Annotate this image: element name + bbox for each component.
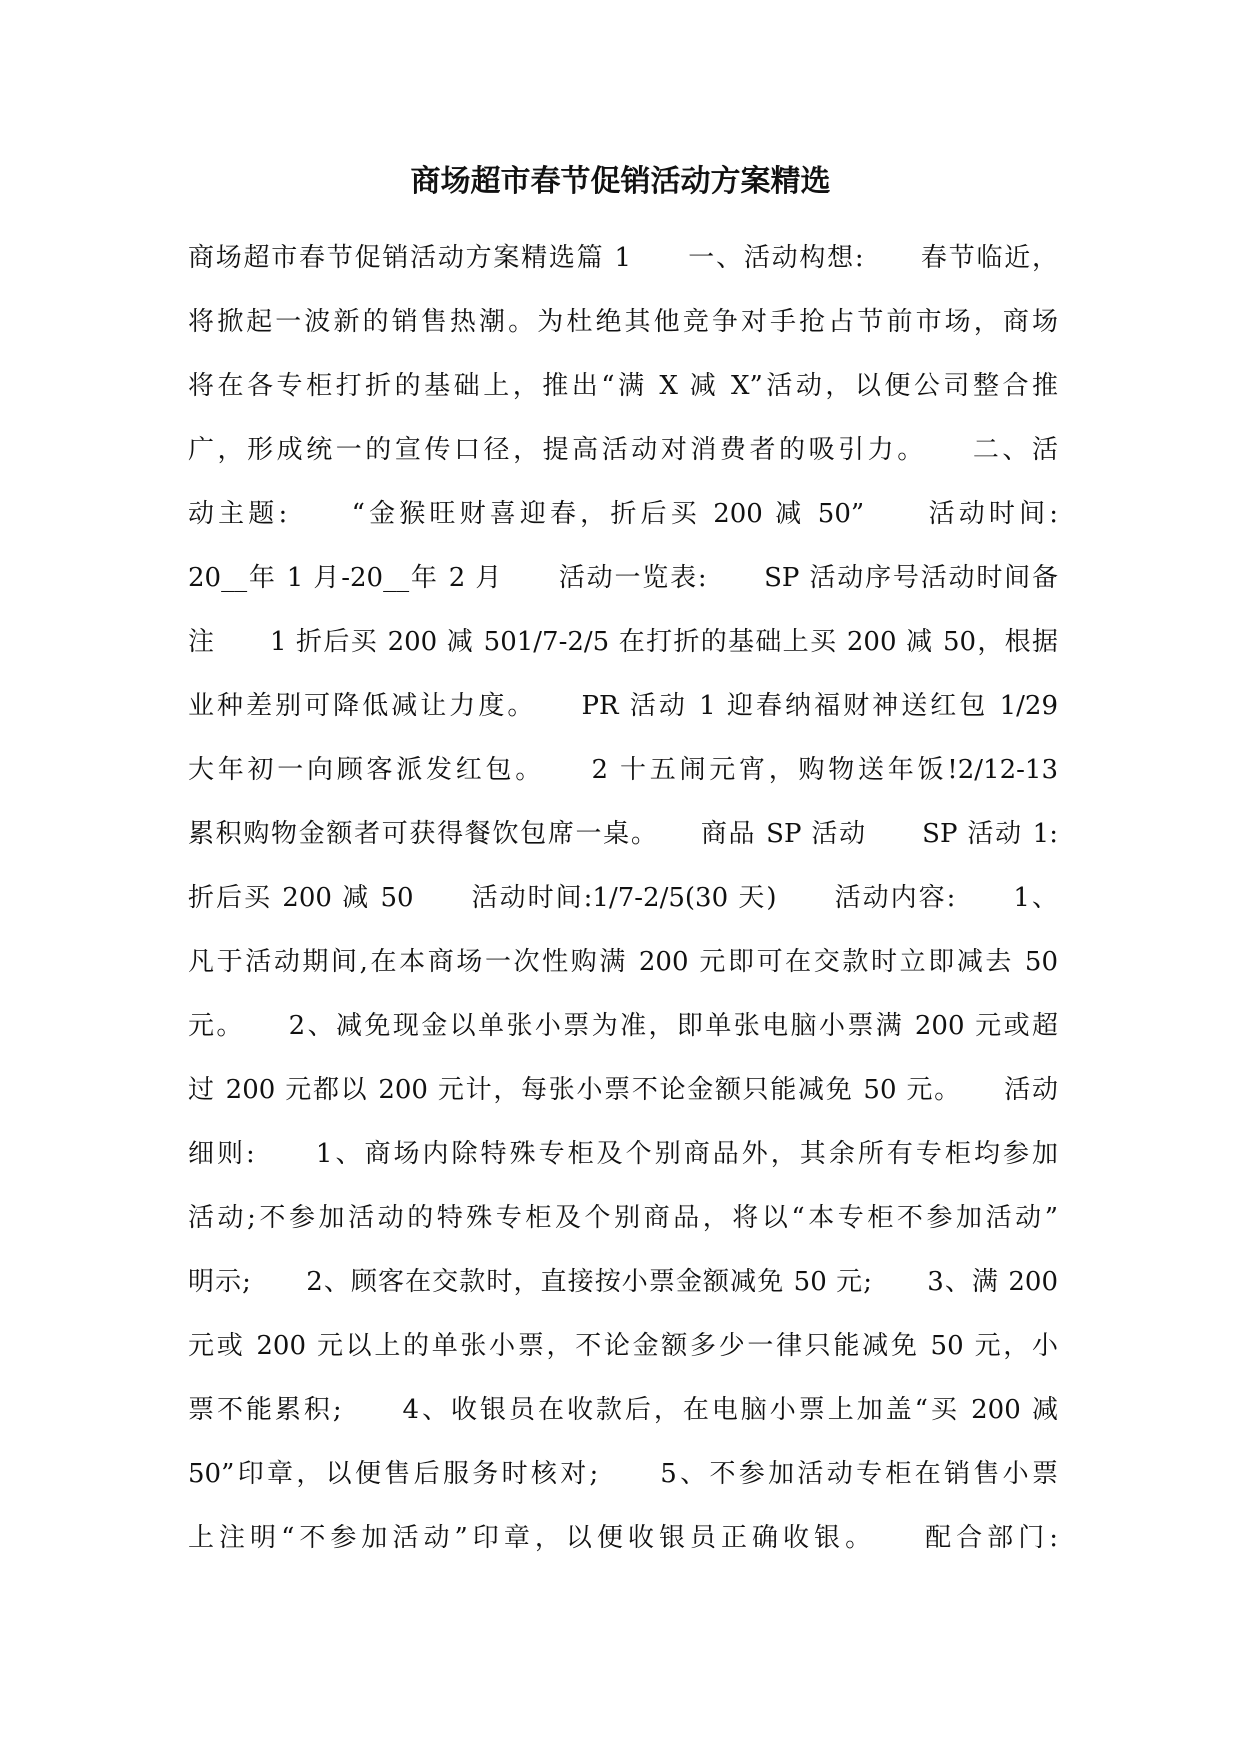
body-line: 累积购物金额者可获得餐饮包席一桌。 商品 SP 活动 SP 活动 1: bbox=[188, 819, 1058, 849]
body-line: 动主题: “金猴旺财喜迎春，折后买 200 减 50” 活动时间: bbox=[188, 499, 1058, 529]
body-line: 元。 2、减免现金以单张小票为准，即单张电脑小票满 200 元或超 bbox=[188, 1011, 1058, 1041]
body-line: 50”印章，以便售后服务时核对; 5、不参加活动专柜在销售小票 bbox=[188, 1459, 1058, 1489]
body-line: 过 200 元都以 200 元计，每张小票不论金额只能减免 50 元。 活动 bbox=[188, 1075, 1058, 1105]
body-line: 将掀起一波新的销售热潮。为杜绝其他竞争对手抢占节前市场，商场 bbox=[188, 307, 1058, 337]
body-line: 广，形成统一的宣传口径，提高活动对消费者的吸引力。 二、活 bbox=[188, 435, 1058, 465]
body-line: 大年初一向顾客派发红包。 2 十五闹元宵，购物送年饭!2/12-13 bbox=[188, 755, 1058, 785]
body-line: 明示; 2、顾客在交款时，直接按小票金额减免 50 元; 3、满 200 bbox=[188, 1267, 1058, 1297]
body-line: 票不能累积; 4、收银员在收款后，在电脑小票上加盖“买 200 减 bbox=[188, 1395, 1058, 1425]
body-line: 凡于活动期间,在本商场一次性购满 200 元即可在交款时立即减去 50 bbox=[188, 947, 1058, 977]
body-line: 细则: 1、商场内除特殊专柜及个别商品外，其余所有专柜均参加 bbox=[188, 1139, 1058, 1169]
body-line: 20__年 1 月-20__年 2 月 活动一览表: SP 活动序号活动时间备 bbox=[188, 563, 1058, 593]
body-line: 业种差别可降低减让力度。 PR 活动 1 迎春纳福财神送红包 1/29 bbox=[188, 691, 1058, 721]
body-line: 上注明“不参加活动”印章，以便收银员正确收银。 配合部门: bbox=[188, 1523, 1058, 1553]
body-line: 折后买 200 减 50 活动时间:1/7-2/5(30 天) 活动内容: 1、 bbox=[188, 883, 1058, 913]
document-title: 商场超市春节促销活动方案精选 bbox=[410, 164, 831, 199]
body-line: 元或 200 元以上的单张小票，不论金额多少一律只能减免 50 元，小 bbox=[188, 1331, 1058, 1361]
body-line: 注 1 折后买 200 减 501/7-2/5 在打折的基础上买 200 减 50，根据 bbox=[188, 627, 1058, 657]
body-line: 将在各专柜打折的基础上，推出“满 X 减 X”活动，以便公司整合推 bbox=[188, 371, 1058, 401]
body-line: 商场超市春节促销活动方案精选篇 1 一、活动构想: 春节临近， bbox=[188, 243, 1058, 273]
body-line: 活动;不参加活动的特殊专柜及个别商品，将以“本专柜不参加活动” bbox=[188, 1203, 1058, 1233]
document-body bbox=[188, 226, 1058, 1570]
